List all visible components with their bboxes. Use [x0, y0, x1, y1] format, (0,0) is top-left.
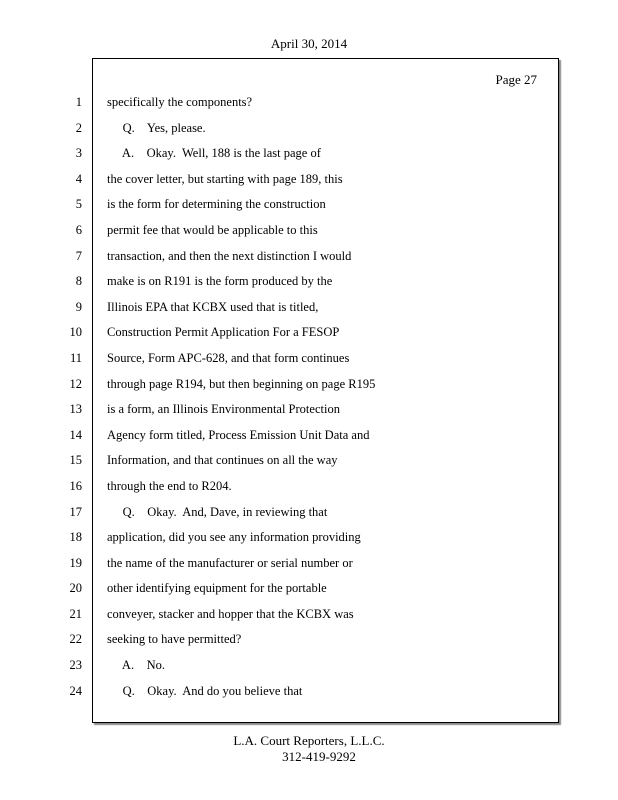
transcript-line: Q. Okay. And, Dave, in reviewing that [107, 504, 328, 519]
transcript-line: Q. Yes, please. [107, 120, 206, 135]
line-number: 17 [69, 504, 82, 519]
transcript-line: Information, and that continues on all the way [107, 453, 338, 468]
transcript-line: Illinois EPA that KCBX used that is titled, [107, 299, 319, 314]
line-number: 14 [69, 427, 82, 442]
footer-phone: 312-419-9292 [282, 749, 356, 764]
transcript-line: permit fee that would be applicable to this [107, 222, 318, 237]
line-number: 9 [75, 299, 82, 314]
line-number: 1 [75, 95, 82, 109]
line-number: 3 [75, 146, 82, 161]
line-number: 13 [69, 402, 82, 417]
page-number: Page 27 [495, 72, 537, 87]
line-number: 4 [75, 171, 82, 186]
footer-company: L.A. Court Reporters, L.L.C. [233, 733, 385, 748]
transcript-line: A. Okay. Well, 188 is the last page of [107, 146, 321, 161]
transcript-line: Source, Form APC-628, and that form continues [107, 350, 350, 365]
transcript-line: through page R194, but then beginning on page R195 [107, 376, 376, 391]
line-number: 7 [75, 248, 82, 263]
line-number: 2 [75, 120, 82, 135]
transcript-line: Agency form titled, Process Emission Unit Data and [107, 427, 370, 442]
transcript-line: seeking to have permitted? [107, 632, 242, 647]
line-number: 22 [69, 632, 82, 647]
line-number: 20 [69, 581, 82, 596]
line-number: 10 [69, 325, 82, 340]
line-number: 23 [69, 658, 82, 673]
line-number: 12 [69, 376, 82, 391]
header-date: April 30, 2014 [270, 36, 348, 51]
transcript-line: the name of the manufacturer or serial number or [107, 555, 353, 570]
line-number: 19 [69, 555, 82, 570]
transcript-line: other identifying equipment for the portable [107, 581, 327, 596]
transcript-line: conveyer, stacker and hopper that the KCBX was [107, 606, 354, 621]
line-number: 18 [69, 530, 82, 545]
transcript-line: through the end to R204. [107, 478, 232, 493]
line-number: 6 [75, 222, 82, 237]
line-number: 8 [75, 274, 82, 289]
transcript-line: specifically the components? [107, 95, 253, 109]
line-number: 5 [75, 197, 82, 212]
transcript-line: Construction Permit Application For a FESOP [107, 325, 340, 340]
transcript-line: application, did you see any information providing [107, 530, 361, 545]
transcript-line: make is on R191 is the form produced by the [107, 274, 333, 289]
transcript-line: is the form for determining the construction [107, 197, 326, 212]
line-number: 15 [69, 453, 82, 468]
transcript-line: is a form, an Illinois Environmental Protection [107, 402, 340, 417]
line-number: 21 [69, 606, 82, 621]
line-number-column [58, 92, 82, 706]
transcript-line: Q. Okay. And do you believe that [107, 683, 303, 698]
transcript-text [107, 92, 547, 706]
transcript-line: the cover letter, but starting with page 189, this [107, 171, 343, 186]
transcript-line: transaction, and then the next distinction I would [107, 248, 352, 263]
line-number: 11 [69, 350, 82, 365]
transcript-line: A. No. [107, 658, 165, 673]
line-number: 16 [69, 478, 82, 493]
line-number: 24 [69, 683, 82, 698]
